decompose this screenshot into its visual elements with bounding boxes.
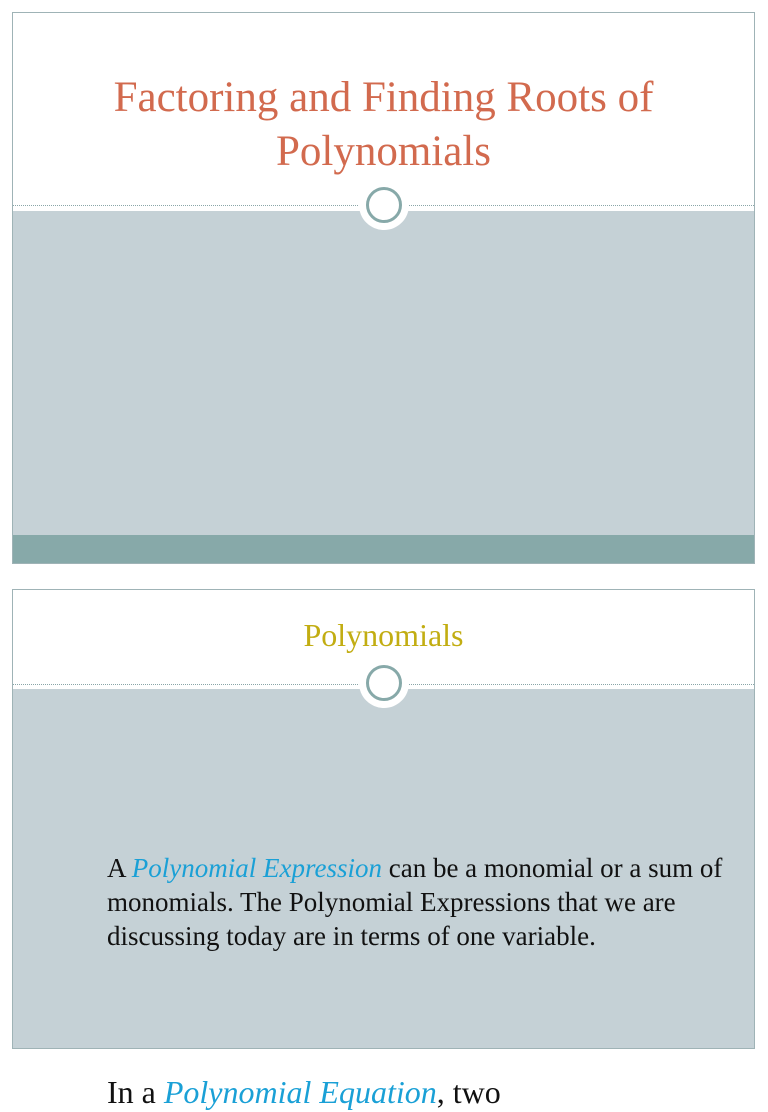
footer-band: [13, 535, 754, 563]
ring-ornament-icon: [359, 180, 409, 230]
ring-ornament-icon: [359, 658, 409, 708]
ring-inner: [366, 665, 402, 701]
definition-paragraph: [107, 851, 747, 953]
paragraph-lead: In a: [107, 1074, 164, 1110]
slide-title: Factoring and Finding Roots of Polynomials: [113, 74, 654, 175]
equation-paragraph: [107, 1072, 747, 1112]
slide-title: Polynomials: [303, 617, 464, 653]
slide-2: [12, 589, 755, 1110]
paragraph-rest: , two: [436, 1074, 501, 1110]
slide-body: [13, 689, 754, 1110]
term-polynomial-expression: Polynomial Expression: [131, 853, 382, 883]
slide-1: [12, 12, 755, 564]
ring-inner: [366, 187, 402, 223]
paragraph-rest: can be a monomial or a sum of monomials. The Polynomial Expressions that we are discussing today are in terms of one variable.: [107, 853, 723, 951]
paragraph-lead: A: [107, 853, 132, 883]
slide-body: [13, 211, 754, 537]
term-polynomial-equation: Polynomial Equation: [163, 1074, 437, 1110]
